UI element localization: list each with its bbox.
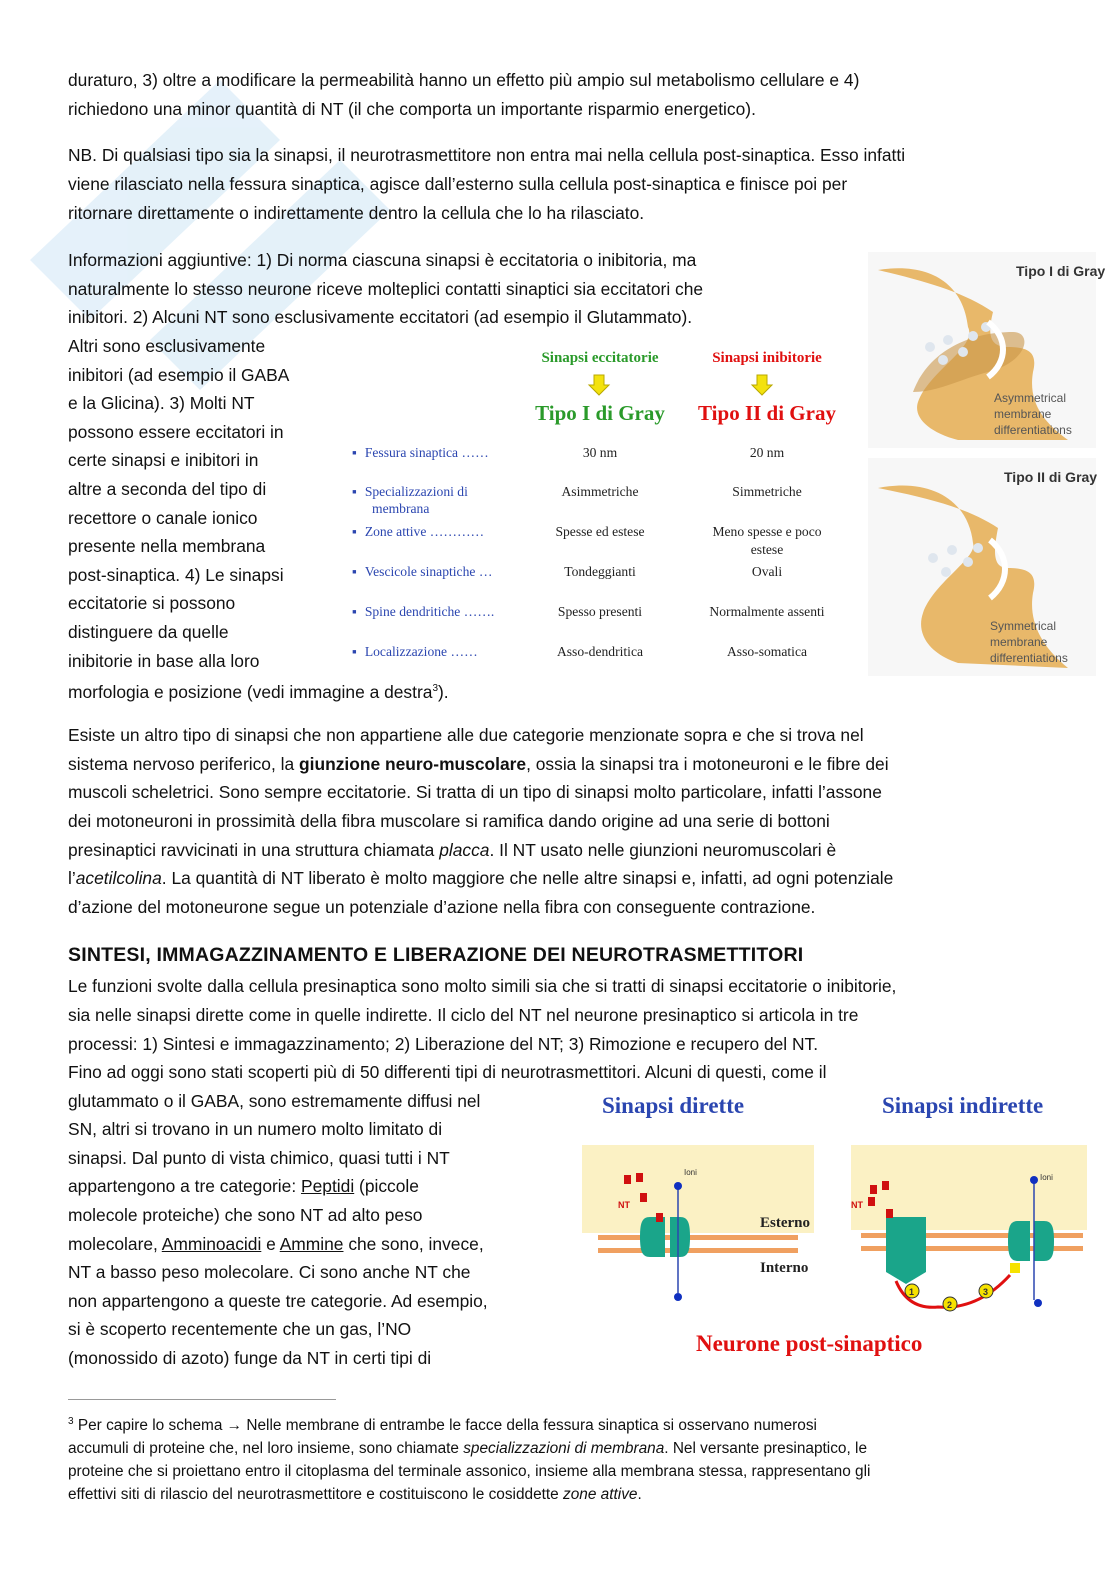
paragraph-line: (monossido di azoto) funge da NT in certi tipi di bbox=[68, 1348, 432, 1368]
cell-type2: Ovali bbox=[751, 564, 783, 579]
nt-label: NT bbox=[618, 1200, 630, 1210]
cell-type1: 30 nm bbox=[582, 445, 618, 460]
synapse-diagram bbox=[578, 1085, 1093, 1375]
paragraph-line: sistema nervoso periferico, la giunzione neuro-muscolare, ossia la sinapsi tra i motoneuroni e le fibre dei bbox=[68, 754, 889, 774]
paragraph-line: processi: 1) Sintesi e immagazzinamento; 2) Liberazione del NT; 3) Rimozione e recupero del NT. bbox=[68, 1034, 819, 1054]
cell-type2: 20 nm bbox=[749, 445, 785, 460]
gray-type1-caption: differentiations bbox=[994, 423, 1072, 437]
diagram-title-direct: Sinapsi dirette bbox=[602, 1093, 745, 1118]
nt-label: NT bbox=[851, 1200, 863, 1210]
row-label: ▪ Spine dendritiche ……. bbox=[352, 604, 494, 620]
gray-type2-caption: membrane bbox=[990, 635, 1048, 649]
paragraph-line: NT a basso peso molecolare. Ci sono anche NT che bbox=[68, 1262, 471, 1282]
paragraph-line: si è scoperto recentemente che un gas, l’NO bbox=[68, 1319, 412, 1339]
paragraph-line: appartengono a tre categorie: Peptidi (piccole bbox=[68, 1176, 419, 1196]
cell-type1: Tondeggianti bbox=[564, 564, 636, 579]
paragraph-line: inibitorie in base alla loro bbox=[68, 650, 260, 671]
cell-type1: Asimmetriche bbox=[561, 484, 639, 499]
paragraph-line: Fino ad oggi sono stati scoperti più di 50 differenti tipi di neurotrasmettitori. Alcuni di questi, come il bbox=[68, 1062, 827, 1082]
cell-type2: Normalmente assenti bbox=[709, 604, 825, 619]
ions-label: Ioni bbox=[684, 1168, 697, 1177]
paragraph-line: presinaptici ravvicinati in una struttura chiamata placca. Il NT usato nelle giunzioni neuromuscolari è bbox=[68, 840, 837, 860]
ions-label: Ioni bbox=[1040, 1173, 1053, 1182]
paragraph-line: recettore o canale ionico bbox=[68, 507, 258, 528]
paragraph-line: morfologia e posizione (vedi immagine a destra$^3$). bbox=[68, 681, 449, 702]
type1-title: Tipo I di Gray bbox=[535, 401, 665, 425]
paragraph-line: sia nelle sinapsi dirette come in quelle indirette. Il ciclo del NT nel neurone presinaptico si articola in tre bbox=[68, 1005, 859, 1025]
cell-type1: Asso-dendritica bbox=[556, 644, 644, 659]
paragraph-line: inibitori. 2) Alcuni NT sono esclusivamente eccitatori (ad esempio il Glutammato). bbox=[68, 307, 693, 327]
paragraph-line: Esiste un altro tipo di sinapsi che non appartiene alle due categorie menzionate sopra e che si trova nel bbox=[68, 725, 864, 745]
esterno-label: Esterno bbox=[760, 1215, 810, 1231]
paragraph-line: muscoli scheletrici. Sono sempre eccitatorie. Si tratta di un tipo di sinapsi molto particolare, infatti l’assone bbox=[68, 782, 882, 802]
gray-type1-caption: Asymmetrical bbox=[994, 391, 1067, 405]
paragraph-line: Informazioni aggiuntive: 1) Di norma ciascuna sinapsi è eccitatoria o inibitoria, ma bbox=[68, 250, 697, 270]
paragraph-line: non appartengono a queste tre categorie. Ad esempio, bbox=[68, 1291, 488, 1311]
cell-type1: Spesso presenti bbox=[557, 604, 643, 619]
paragraph-line: distinguere da quelle bbox=[68, 622, 229, 642]
paragraph-line: altre a seconda del tipo di bbox=[68, 479, 267, 499]
paragraph-line: possono essere eccitatori in bbox=[68, 421, 284, 442]
gray-type1-title: Tipo I di Gray bbox=[1016, 263, 1106, 279]
paragraph-line: Altri sono esclusivamente bbox=[68, 336, 266, 356]
row-label: ▪ Vescicole sinaptiche … bbox=[352, 564, 492, 580]
paragraph-line: glutammato o il GABA, sono estremamente diffusi nel bbox=[68, 1091, 481, 1111]
paragraph-line: d’azione del motoneurone segue un potenziale d’azione nella fibra con conseguente contrazione. bbox=[68, 897, 816, 917]
row-label: ▪ Fessura sinaptica …… bbox=[352, 445, 489, 461]
paragraph-line: NB. Di qualsiasi tipo sia la sinapsi, il neurotrasmettitore non entra mai nella cellula post-sinaptica. Esso infatti bbox=[68, 145, 906, 165]
gray-type2-caption: Symmetrical bbox=[990, 619, 1057, 633]
paragraph-line: eccitatorie si possono bbox=[68, 593, 236, 614]
paragraph-line: Le funzioni svolte dalla cellula presinaptica sono molto simili sia che si tratti di sinapsi eccitatorie o inibitorie, bbox=[68, 976, 897, 996]
cell-type2-cont: estese bbox=[750, 542, 784, 557]
row-label-cont: membrana bbox=[372, 501, 430, 516]
cell-type2: Asso-somatica bbox=[726, 644, 808, 659]
diagram-title-indirect: Sinapsi indirette bbox=[882, 1093, 1044, 1118]
paragraph-line: ritornare direttamente o indirettamente dentro la cellula che lo ha rilasciato. bbox=[68, 203, 645, 223]
paragraph-line: e la Glicina). 3) Molti NT bbox=[68, 393, 255, 414]
paragraph-line: post-sinaptica. 4) Le sinapsi bbox=[68, 564, 284, 585]
paragraph-line: viene rilasciato nella fessura sinaptica, agisce dall’esterno sulla cellula post-sinaptica e finisce poi per bbox=[68, 174, 848, 194]
paragraph-line: naturalmente lo stesso neurone riceve molteplici contatti sinaptici sia eccitatori che bbox=[68, 279, 704, 299]
paragraph-line: molecole proteiche) che sono NT ad alto peso bbox=[68, 1205, 423, 1225]
paragraph-line: sinapsi. Dal punto di vista chimico, quasi tutti i NT bbox=[68, 1148, 450, 1168]
step-3: 3 bbox=[983, 1287, 989, 1297]
header-excitatory: Sinapsi eccitatorie bbox=[541, 350, 659, 366]
section-title: SINTESI, IMMAGAZZINAMENTO E LIBERAZIONE DEI NEUROTRASMETTITORI bbox=[68, 944, 804, 966]
gray-type2-image bbox=[868, 458, 1096, 676]
gray-type2-caption: differentiations bbox=[990, 651, 1068, 665]
paragraph-line: presente nella membrana bbox=[68, 536, 266, 557]
arrow-down-icon bbox=[588, 373, 610, 397]
paragraph-line: SN, altri si trovano in un numero molto limitato di bbox=[68, 1119, 443, 1139]
cell-type1: Spesse ed estese bbox=[555, 524, 645, 539]
paragraph-line: certe sinapsi e inibitori in bbox=[68, 450, 259, 471]
interno-label: Interno bbox=[760, 1260, 809, 1276]
cell-type2: Simmetriche bbox=[732, 484, 802, 499]
diagram-footer: Neurone post-sinaptico bbox=[696, 1331, 923, 1356]
gray-type2-title: Tipo II di Gray bbox=[1004, 469, 1098, 485]
gray-type1-caption: membrane bbox=[994, 407, 1052, 421]
cell-type2: Meno spesse e poco bbox=[712, 524, 822, 539]
step-2: 2 bbox=[947, 1300, 953, 1310]
header-inhibitory: Sinapsi inibitorie bbox=[712, 350, 822, 366]
arrow-down-icon bbox=[751, 373, 773, 397]
paragraph-line: richiedono una minor quantità di NT (il che comporta un importante risparmio energetico). bbox=[68, 99, 756, 119]
footnote: $^3$ Per capire lo schema → Nelle membrane di entrambe le facce della fessura sinaptica si osservano numerosi accumuli di proteine che, nel loro insieme, sono chiamate specializzazioni di membrana. Nel versante presinaptico, le proteine che si proiettano entro il citoplasma del terminale assonico, insieme alla membrana stessa, rappresentano gli effettivi siti di rilascio del neurotrasmettitore e costituiscono le cosiddette zone attive. bbox=[68, 1416, 871, 1503]
step-1: 1 bbox=[909, 1287, 915, 1297]
paragraph-line: l’acetilcolina. La quantità di NT liberato è molto maggiore che nelle altre sinapsi e, infatti, ad ogni potenziale bbox=[68, 868, 894, 888]
row-label: ▪ Localizzazione …… bbox=[352, 644, 478, 660]
row-label: ▪ Specializzazioni di bbox=[352, 484, 468, 500]
type2-title: Tipo II di Gray bbox=[698, 401, 836, 425]
paragraph-line: molecolare, Amminoacidi e Ammine che sono, invece, bbox=[68, 1234, 484, 1254]
paragraph-line: inibitori (ad esempio il GABA bbox=[68, 364, 290, 385]
gray-classification-table bbox=[348, 343, 848, 675]
paragraph-line: duraturo, 3) oltre a modificare la permeabilità hanno un effetto più ampio sul metabolismo cellulare e 4) bbox=[68, 70, 860, 90]
paragraph-line: dei motoneuroni in prossimità della fibra muscolare si ramifica dando origine ad una serie di bottoni bbox=[68, 811, 830, 831]
footnote-separator bbox=[68, 1399, 336, 1400]
row-label: ▪ Zone attive ………… bbox=[352, 524, 484, 540]
gray-type1-image bbox=[868, 252, 1106, 448]
